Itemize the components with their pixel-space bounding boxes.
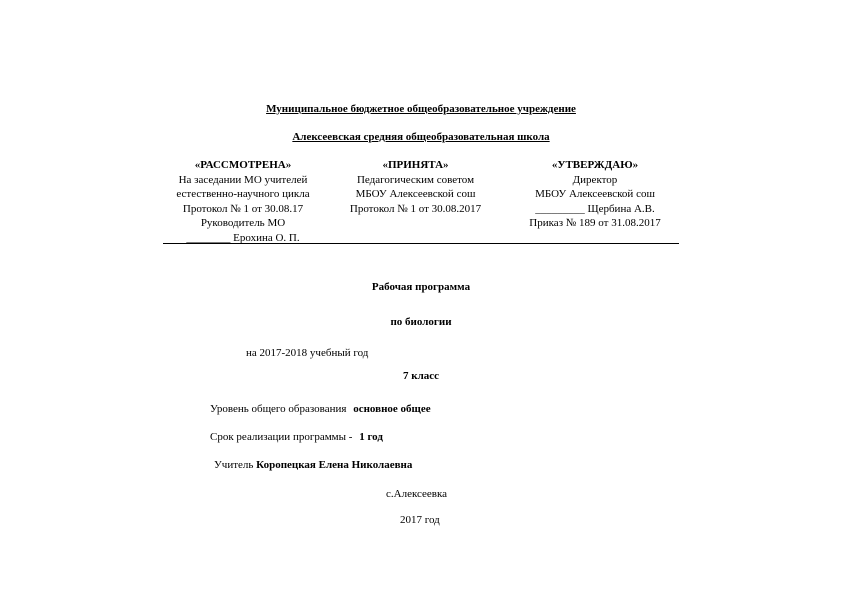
- reviewed-signature: ________ Ерохина О. П.: [186, 231, 300, 244]
- approved-signature: _________ Щербина А.В.: [535, 202, 655, 215]
- accepted-line: Протокол № 1 от 30.08.2017: [349, 202, 482, 215]
- divider-line: [163, 243, 679, 244]
- program-term-value: 1 год: [359, 431, 383, 443]
- reviewed-line: Руководитель МО: [200, 217, 286, 229]
- program-subject: по биологии: [390, 316, 452, 328]
- teacher: [214, 459, 412, 472]
- education-level: [210, 403, 431, 416]
- approval-accepted: [333, 158, 498, 216]
- education-level-value: основное общее: [353, 403, 431, 415]
- accepted-line: Педагогическим советом: [356, 173, 475, 186]
- program-term: [210, 431, 383, 444]
- accepted-line: МБОУ Алексеевской сош: [355, 188, 476, 200]
- program-title: Рабочая программа: [371, 281, 471, 293]
- approved-line: Директор: [572, 173, 618, 186]
- approved-line: Приказ № 189 от 31.08.2017: [529, 217, 661, 229]
- reviewed-title: «РАССМОТРЕНА»: [194, 159, 292, 171]
- reviewed-line: Протокол № 1 от 30.08.17: [182, 202, 304, 215]
- teacher-label: Учитель: [214, 459, 254, 471]
- education-level-label: Уровень общего образования: [210, 403, 347, 415]
- teacher-name: Коропецкая Елена Николаевна: [256, 459, 413, 471]
- approved-title: «УТВЕРЖДАЮ»: [551, 159, 639, 171]
- accepted-title: «ПРИНЯТА»: [382, 159, 449, 171]
- approval-reviewed: [163, 158, 323, 245]
- approved-line: МБОУ Алексеевской сош: [535, 188, 655, 200]
- program-year: на 2017-2018 учебный год: [246, 347, 369, 359]
- document-year: 2017 год: [400, 514, 440, 526]
- institution-name: Муниципальное бюджетное общеобразовательное учреждение: [266, 103, 576, 115]
- reviewed-line: естественно-научного цикла: [176, 188, 310, 200]
- reviewed-line: На заседании МО учителей: [178, 173, 308, 186]
- approval-approved: [510, 158, 680, 231]
- place: с.Алексеевка: [386, 488, 448, 500]
- school-name: Алексеевская средняя общеобразовательная школа: [292, 131, 550, 143]
- program-grade: 7 класс: [402, 370, 440, 382]
- program-term-label: Срок реализации программы -: [210, 431, 353, 443]
